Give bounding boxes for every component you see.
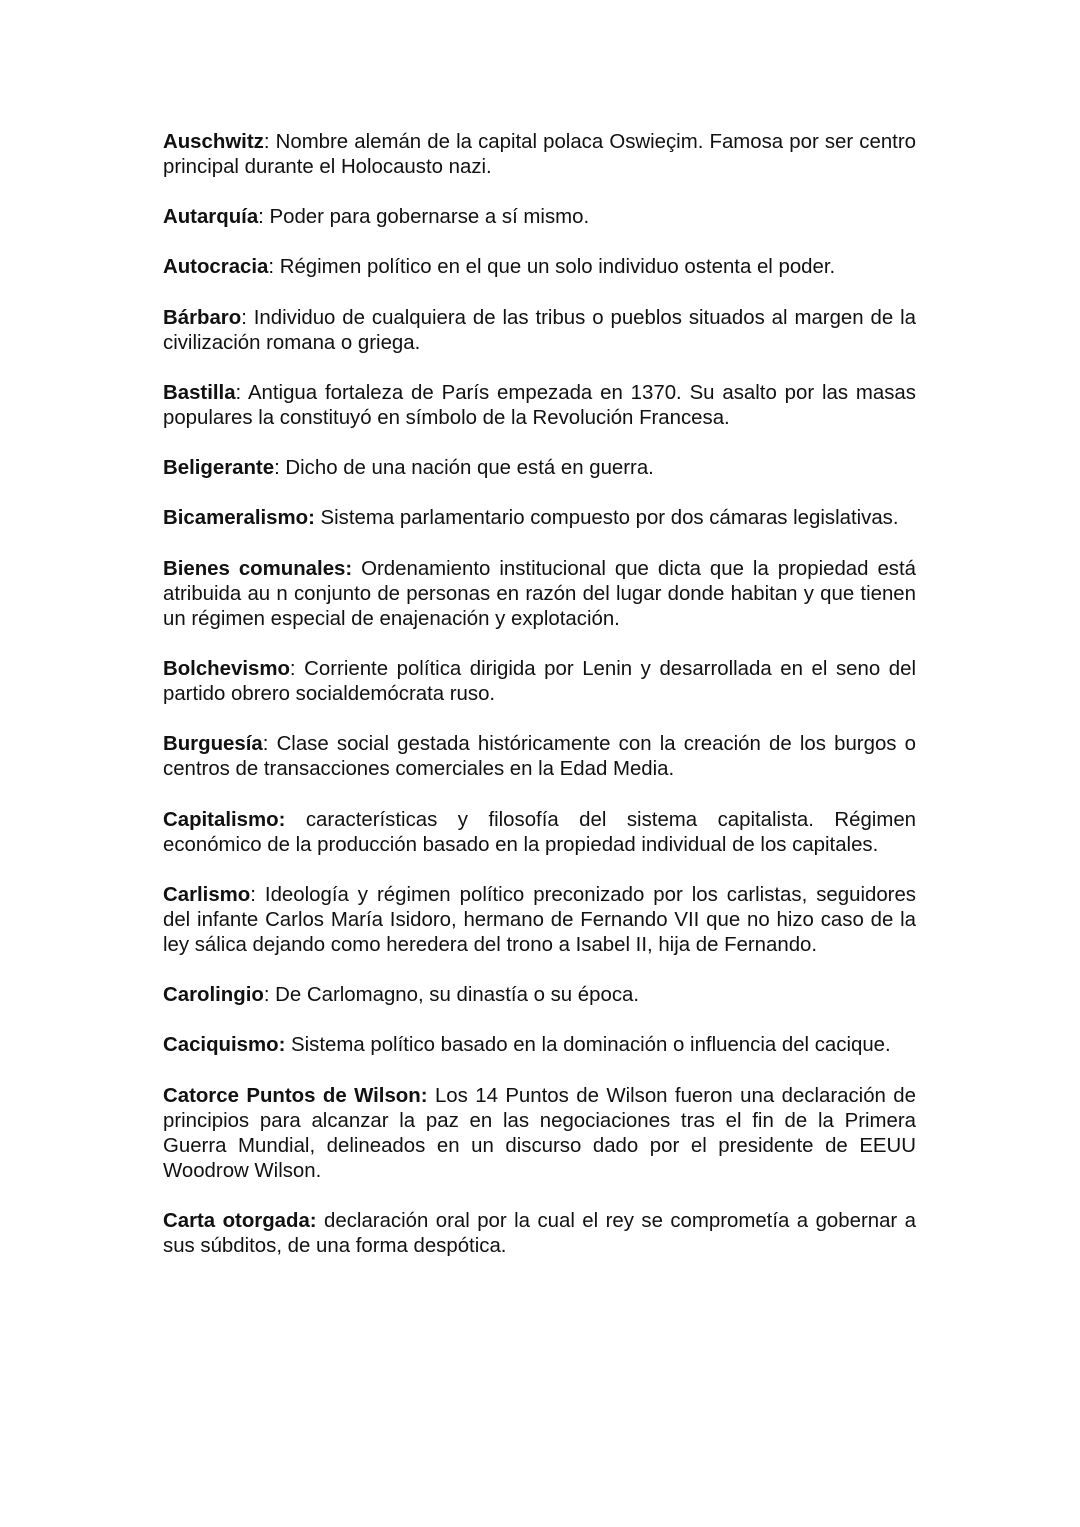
term-separator: [285, 809, 305, 831]
glossary-definition: Los 14 Puntos de Wilson fueron una declaración de principios para alcanzar la paz en las negociaciones tras el fin de la Primera Guerra Mundial, delineados en un discurso dado por el presidente de EEUU Woodrow Wilson.: [163, 1084, 916, 1182]
glossary-entry: [163, 1209, 916, 1259]
glossary-term: Bastilla: [163, 381, 236, 404]
term-separator: [352, 558, 361, 580]
glossary-entry: [163, 808, 916, 858]
term-separator: :: [258, 206, 270, 229]
term-separator: :: [235, 381, 248, 404]
glossary-page: [163, 130, 916, 1284]
glossary-term: Catorce Puntos de Wilson:: [163, 1084, 428, 1107]
glossary-term: Carta otorgada:: [163, 1210, 317, 1233]
term-separator: [317, 1210, 324, 1232]
glossary-entry: [163, 456, 916, 481]
glossary-entry: [163, 1084, 916, 1184]
term-separator: :: [263, 131, 276, 153]
term-separator: :: [241, 306, 254, 329]
glossary-definition: Clase social gestada históricamente con la creación de los burgos o centros de transacciones comerciales en la Edad Media.: [163, 733, 916, 781]
glossary-definition: declaración oral por la cual el rey se comprometía a gobernar a sus súbditos, de una forma despótica.: [163, 1210, 916, 1258]
term-separator: [428, 1085, 435, 1107]
glossary-term: Autocracia: [163, 256, 269, 279]
glossary-term: Carolingio: [163, 984, 264, 1007]
term-separator: :: [262, 733, 277, 756]
glossary-definition: Nombre alemán de la capital polaca Oswieçim. Famosa por ser centro principal durante el Holocausto nazi.: [163, 131, 916, 179]
glossary-term: Autarquía: [163, 206, 259, 229]
glossary-term: Auschwitz: [163, 131, 264, 153]
glossary-term: Bárbaro: [163, 306, 242, 329]
glossary-definition: Dicho de una nación que está en guerra.: [285, 457, 654, 480]
term-separator: :: [289, 657, 305, 680]
glossary-term: Carlismo: [163, 883, 251, 906]
glossary-entry: [163, 381, 916, 431]
glossary-term: Caciquismo:: [163, 1034, 286, 1057]
glossary-definition: Poder para gobernarse a sí mismo.: [269, 206, 590, 229]
glossary-entry: [163, 657, 916, 707]
glossary-definition: De Carlomagno, su dinastía o su época.: [275, 984, 640, 1007]
glossary-entry: [163, 506, 916, 531]
glossary-entry: [163, 732, 916, 782]
glossary-definition: Sistema político basado en la dominación o influencia del cacique.: [291, 1034, 891, 1057]
glossary-definition: Ideología y régimen político preconizado por los carlistas, seguidores del infante Carlos María Isidoro, hermano de Fernando VII que no hizo caso de la ley sálica dejando como heredera del trono a Isabel II, hija de Fernando.: [163, 883, 916, 956]
glossary-entry: [163, 883, 916, 958]
glossary-entry: [163, 306, 916, 356]
glossary-definition: Corriente política dirigida por Lenin y desarrollada en el seno del partido obrero socialdemócrata ruso.: [163, 657, 916, 706]
glossary-term: Beligerante: [163, 457, 275, 480]
glossary-entry: [163, 130, 916, 180]
glossary-term: Bienes comunales:: [163, 557, 353, 580]
glossary-term: Capitalismo:: [163, 808, 286, 831]
glossary-term: Burguesía: [163, 733, 263, 756]
glossary-definition: Ordenamiento institucional que dicta que la propiedad está atribuida au n conjunto de personas en razón del lugar donde habitan y que tienen un régimen especial de enajenación y explotación.: [163, 557, 916, 630]
glossary-entry: [163, 255, 916, 280]
glossary-term: Bicameralismo:: [163, 507, 315, 530]
glossary-entry: [163, 557, 916, 632]
glossary-term: Bolchevismo: [163, 657, 290, 680]
term-separator: :: [274, 457, 286, 480]
glossary-definition: Régimen político en el que un solo individuo ostenta el poder.: [279, 256, 836, 279]
glossary-definition: Individuo de cualquiera de las tribus o pueblos situados al margen de la civilización romana o griega.: [163, 306, 916, 354]
glossary-entry: [163, 983, 916, 1008]
glossary-definition: características y filosofía del sistema capitalista. Régimen económico de la producción basado en la propiedad individual de los capitales.: [163, 808, 916, 856]
glossary-entry: [163, 1033, 916, 1058]
glossary-definition: Sistema parlamentario compuesto por dos cámaras legislativas.: [320, 507, 899, 530]
glossary-definition: Antigua fortaleza de París empezada en 1370. Su asalto por las masas populares la constituyó en símbolo de la Revolución Francesa.: [163, 381, 916, 430]
glossary-entry: [163, 205, 916, 230]
term-separator: :: [263, 984, 276, 1007]
term-separator: :: [250, 883, 265, 906]
term-separator: :: [268, 256, 280, 279]
